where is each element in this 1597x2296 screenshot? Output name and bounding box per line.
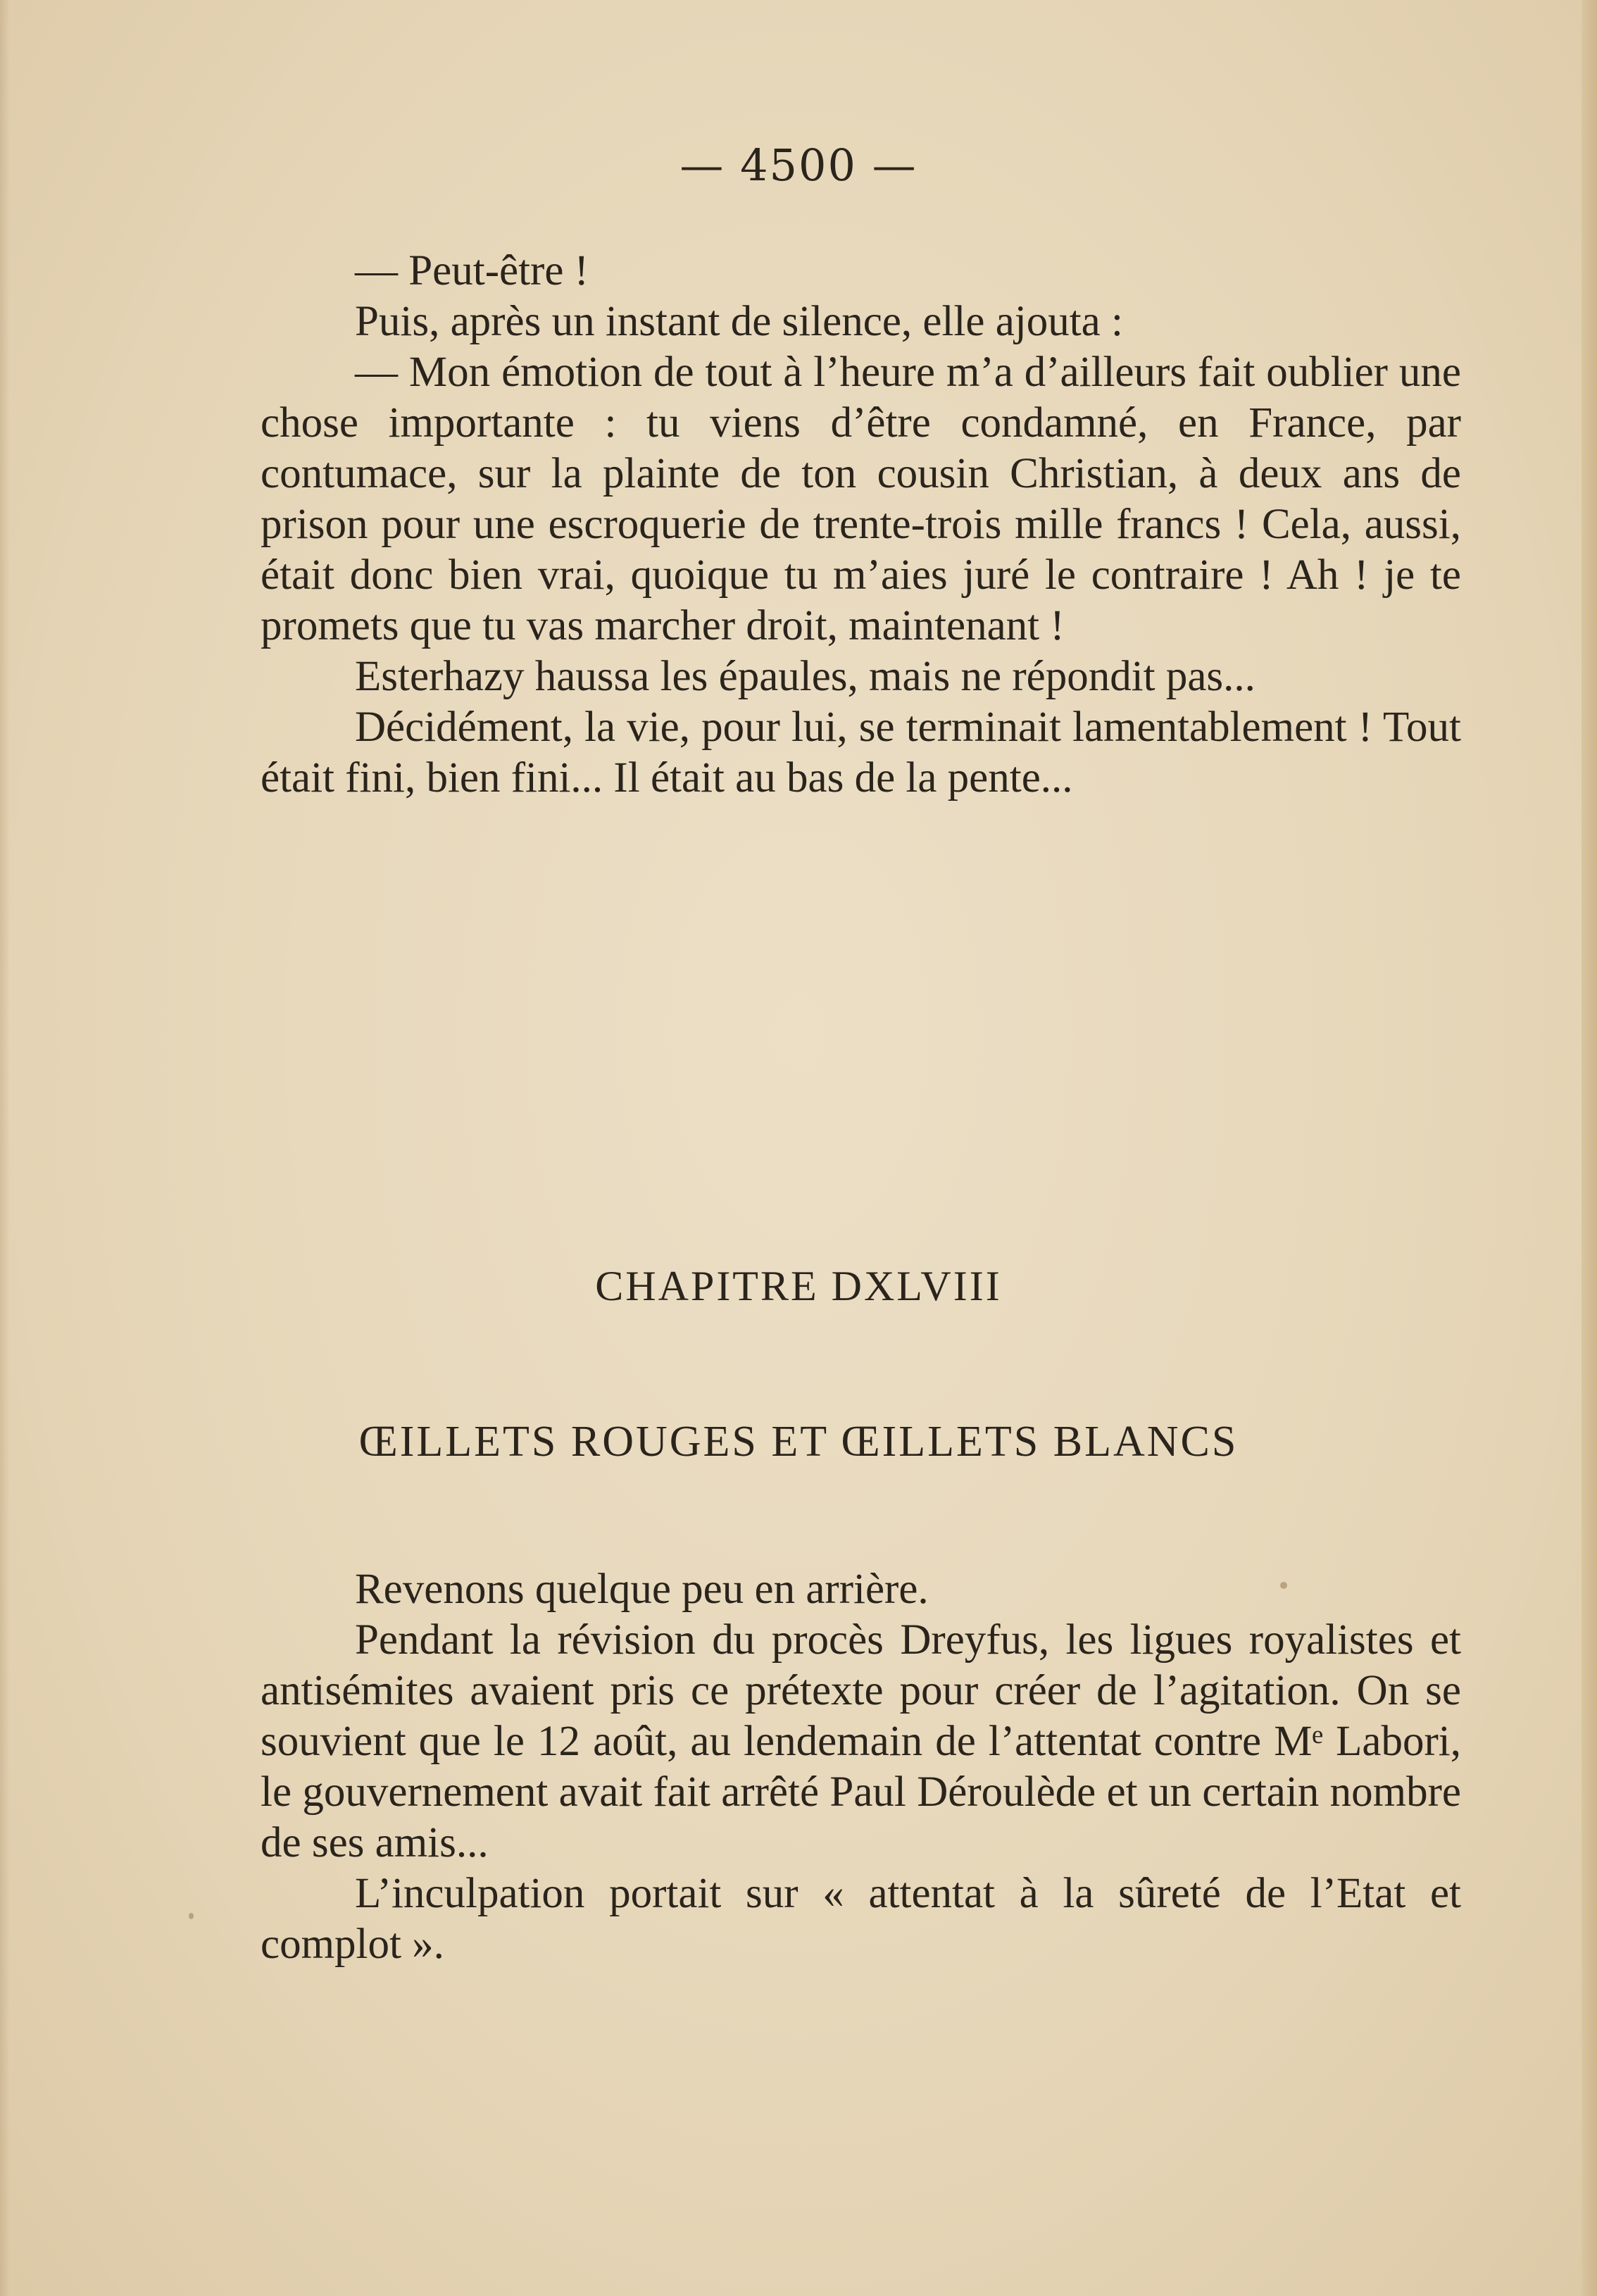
paragraph: Revenons quelque peu en arrière. — [355, 1566, 929, 1613]
paragraph: L’inculpation portait sur « attentat à la sûreté de l’Etat et complot ». — [261, 1870, 1461, 1968]
page-number: — 4500 — — [679, 139, 918, 191]
page-edge-right — [1582, 0, 1597, 2296]
paragraph: — Mon émotion de tout à l’heure m’a d’ailleurs fait oublier une chose importante : tu viens d’être condamné, en France, par contumace, sur la plainte de ton cousin Christian, à deux ans de prison pour une escroquerie de trente-trois mille francs ! Cela, aussi, était donc bien vrai, quoique tu m’aies juré le contraire ! Ah ! je te promets que tu vas marcher droit, maintenant ! — [261, 349, 1461, 649]
page-edge-shadow-left — [0, 0, 10, 2296]
chapter-subtitle: ŒILLETS ROUGES ET ŒILLETS BLANCS — [358, 1418, 1239, 1466]
paragraph: Puis, après un instant de silence, elle ajouta : — [355, 298, 1123, 345]
paragraph: — Peut-être ! — [355, 247, 589, 294]
chapter-title: CHAPITRE DXLVIII — [595, 1263, 1002, 1309]
paper-speck — [189, 1913, 194, 1919]
paragraph: Esterhazy haussa les épaules, mais ne répondit pas... — [355, 653, 1255, 700]
bottom-text-block — [261, 1564, 1461, 1970]
paragraph: Pendant la révision du procès Dreyfus, les ligues royalistes et antisémites avaient pris ce prétexte pour créer de l’agitation. On se souvient que le 12 août, au lendemain de l’attentat contre Mᵉ Labori, le gouvernement avait fait arrêté Paul Déroulède et un certain nombre de ses amis... — [261, 1616, 1461, 1866]
paper-speck — [1280, 1582, 1287, 1589]
paragraph: Décidément, la vie, pour lui, se terminait lamentablement ! Tout était fini, bien fini... Il était au bas de la pente... — [261, 704, 1461, 801]
top-text-block — [261, 246, 1461, 804]
